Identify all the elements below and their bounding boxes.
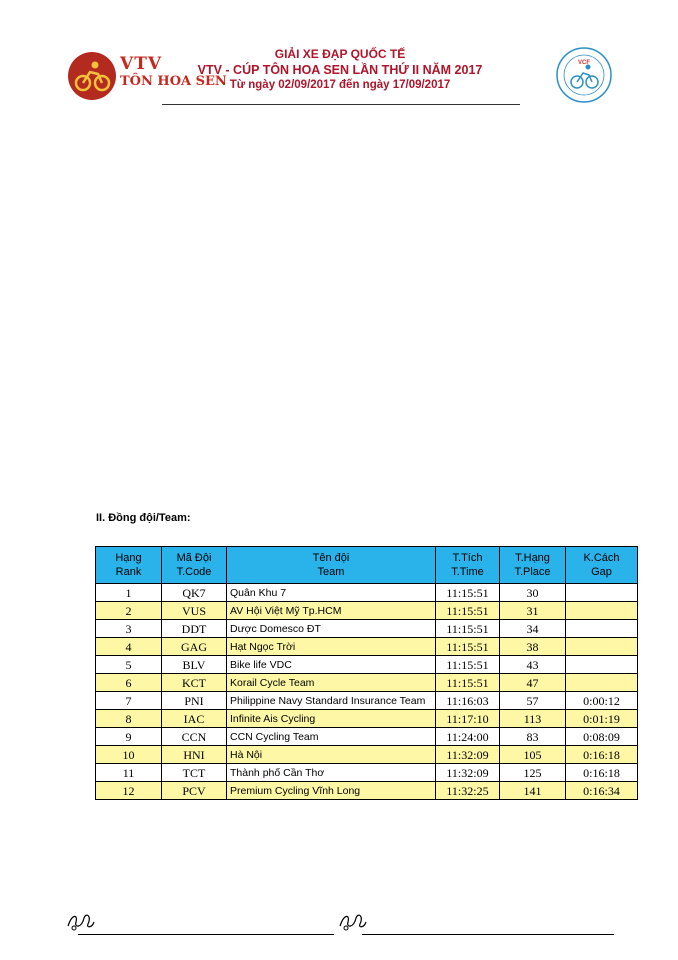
- cell-rank: 7: [96, 692, 162, 710]
- vcf-logo-icon: [555, 46, 613, 104]
- cell-gap: [566, 656, 638, 674]
- cell-gap: 0:16:18: [566, 764, 638, 782]
- table-row: [96, 764, 638, 782]
- cell-place: 30: [500, 584, 566, 602]
- cell-time: 11:32:09: [436, 764, 500, 782]
- table-header-row: [96, 547, 638, 584]
- cell-time: 11:32:25: [436, 782, 500, 800]
- page-footer: [0, 910, 678, 950]
- cell-team: Quân Khu 7: [227, 584, 436, 602]
- cell-code: QK7: [162, 584, 227, 602]
- column-header-sublabel: T.Time: [451, 566, 484, 578]
- cell-place: 43: [500, 656, 566, 674]
- cell-time: 11:32:09: [436, 746, 500, 764]
- cell-code: TCT: [162, 764, 227, 782]
- cell-code: CCN: [162, 728, 227, 746]
- cell-team: Philippine Navy Standard Insurance Team: [227, 692, 436, 710]
- cell-code: GAG: [162, 638, 227, 656]
- title-line-3: Từ ngày 02/09/2017 đến ngày 17/09/2017: [229, 79, 451, 91]
- cell-gap: [566, 602, 638, 620]
- column-header-sublabel: T.Code: [176, 566, 212, 578]
- cell-gap: 0:01:19: [566, 710, 638, 728]
- cell-time: 11:17:10: [436, 710, 500, 728]
- cell-place: 83: [500, 728, 566, 746]
- table-body: [96, 584, 638, 800]
- cell-team: Dược Domesco ĐT: [227, 620, 436, 638]
- cell-rank: 10: [96, 746, 162, 764]
- cell-time: 11:15:51: [436, 638, 500, 656]
- team-standings-table: [95, 546, 638, 800]
- title-line-1: GIẢI XE ĐẠP QUỐC TẾ: [274, 47, 406, 61]
- table-row: [96, 710, 638, 728]
- column-header-label: T.Tích: [452, 552, 483, 564]
- cell-team: Hạt Ngọc Trời: [227, 638, 436, 656]
- cyclist-logo-icon: [68, 52, 116, 100]
- cell-place: 141: [500, 782, 566, 800]
- cell-gap: 0:16:18: [566, 746, 638, 764]
- table-row: [96, 692, 638, 710]
- title-divider: [162, 104, 520, 105]
- vcf-logo: [555, 46, 613, 104]
- column-header-label: K.Cách: [583, 552, 620, 564]
- cell-gap: [566, 674, 638, 692]
- cell-time: 11:15:51: [436, 674, 500, 692]
- cell-rank: 4: [96, 638, 162, 656]
- cell-code: PNI: [162, 692, 227, 710]
- cell-rank: 8: [96, 710, 162, 728]
- cell-team: AV Hội Việt Mỹ Tp.HCM: [227, 602, 436, 620]
- cell-place: 38: [500, 638, 566, 656]
- table-row: [96, 728, 638, 746]
- cell-team: Hà Nội: [227, 746, 436, 764]
- cell-place: 113: [500, 710, 566, 728]
- cell-code: DDT: [162, 620, 227, 638]
- cell-gap: 0:08:09: [566, 728, 638, 746]
- table-row: [96, 782, 638, 800]
- logo-brand-text: TÔN HOA SEN: [120, 74, 227, 89]
- table-row: [96, 620, 638, 638]
- cell-rank: 6: [96, 674, 162, 692]
- column-header-sublabel: Team: [317, 566, 345, 578]
- cell-gap: [566, 584, 638, 602]
- cell-place: 31: [500, 602, 566, 620]
- cell-place: 57: [500, 692, 566, 710]
- table-row: [96, 746, 638, 764]
- cell-place: 125: [500, 764, 566, 782]
- cell-rank: 3: [96, 620, 162, 638]
- cell-time: 11:24:00: [436, 728, 500, 746]
- cell-team: Bike life VDC: [227, 656, 436, 674]
- column-header-label: T.Hạng: [515, 552, 550, 564]
- cell-place: 34: [500, 620, 566, 638]
- column-header-place: [500, 547, 566, 584]
- column-header-team: [227, 547, 436, 584]
- cell-rank: 9: [96, 728, 162, 746]
- cell-place: 105: [500, 746, 566, 764]
- cell-team: Korail Cycle Team: [227, 674, 436, 692]
- column-header-gap: [566, 547, 638, 584]
- signature-line: [78, 934, 334, 935]
- signature-line: [362, 934, 614, 935]
- column-header-label: Tên đội: [312, 552, 350, 564]
- cell-rank: 2: [96, 602, 162, 620]
- cell-place: 47: [500, 674, 566, 692]
- column-header-sublabel: Gap: [591, 566, 612, 578]
- cell-code: BLV: [162, 656, 227, 674]
- cell-code: HNI: [162, 746, 227, 764]
- column-header-time: [436, 547, 500, 584]
- column-header-sublabel: Rank: [115, 566, 142, 578]
- cell-time: 11:15:51: [436, 620, 500, 638]
- column-header-rank: [96, 547, 162, 584]
- cell-team: Infinite Ais Cycling: [227, 710, 436, 728]
- cell-rank: 5: [96, 656, 162, 674]
- logo-vtv-text: VTV: [120, 54, 163, 74]
- column-header-sublabel: T.Place: [514, 566, 551, 578]
- cell-rank: 1: [96, 584, 162, 602]
- column-header-label: Mã Đội: [176, 552, 212, 564]
- column-header-label: Hạng: [115, 552, 142, 564]
- cell-rank: 12: [96, 782, 162, 800]
- cell-gap: 0:16:34: [566, 782, 638, 800]
- cell-code: IAC: [162, 710, 227, 728]
- cell-rank: 11: [96, 764, 162, 782]
- cell-code: KCT: [162, 674, 227, 692]
- cell-gap: [566, 620, 638, 638]
- signature-mark-icon: [338, 910, 368, 932]
- page-header: [0, 0, 678, 115]
- table-row: [96, 584, 638, 602]
- cell-gap: 0:00:12: [566, 692, 638, 710]
- cell-time: 11:15:51: [436, 656, 500, 674]
- title-line-2: VTV - CÚP TÔN HOA SEN LẦN THỨ II NĂM 2017: [197, 63, 483, 77]
- vcf-logo-label: VCF: [578, 60, 590, 66]
- table-row: [96, 638, 638, 656]
- cell-gap: [566, 638, 638, 656]
- section-title: II. Đồng đội/Team:: [96, 512, 191, 524]
- signature-mark-icon: [66, 910, 96, 932]
- cell-code: VUS: [162, 602, 227, 620]
- cell-team: Thành phố Cần Thơ: [227, 764, 436, 782]
- cell-team: CCN Cycling Team: [227, 728, 436, 746]
- column-header-code: [162, 547, 227, 584]
- cell-time: 11:16:03: [436, 692, 500, 710]
- cell-code: PCV: [162, 782, 227, 800]
- cell-team: Premium Cycling Vĩnh Long: [227, 782, 436, 800]
- table-row: [96, 674, 638, 692]
- cell-time: 11:15:51: [436, 602, 500, 620]
- page-title: [175, 47, 505, 93]
- table-row: [96, 602, 638, 620]
- table-row: [96, 656, 638, 674]
- cell-time: 11:15:51: [436, 584, 500, 602]
